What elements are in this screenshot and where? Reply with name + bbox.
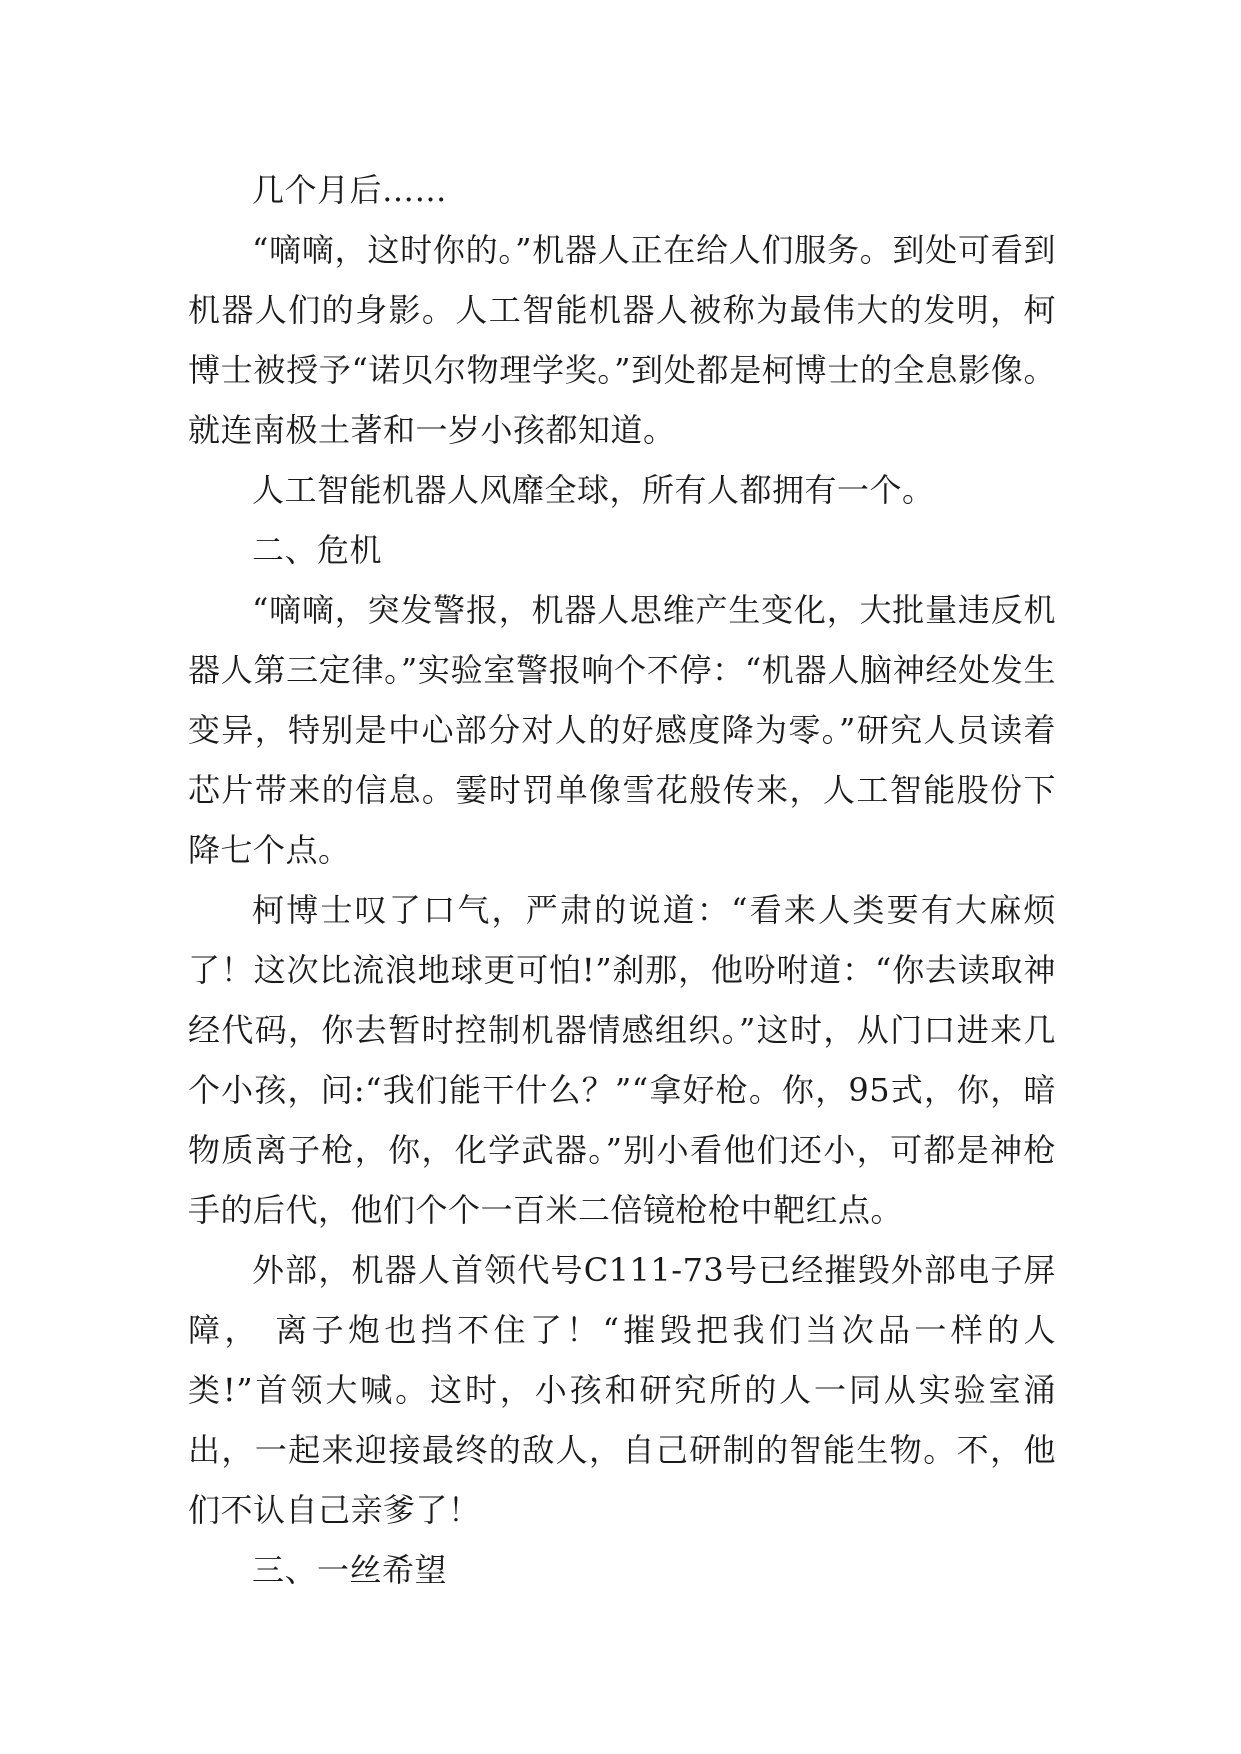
paragraph: 柯博士叹了口气，严肃的说道：“看来人类要有大麻烦了！这次比流浪地球更可怕!”刹那，他吩咐道：“你去读取神经代码，你去暂时控制机器情感组织。”这时，从门口进来几个小孩，问:“我们能干什么？”“拿好枪。你，95式，你，暗物质离子枪，你，化学武器。”别小看他们还小，可都是神枪手的后代，他们个个一百米二倍镜枪枪中靶红点。 xyxy=(188,891,1056,1229)
paragraph: 人工智能机器人风靡全球，所有人都拥有一个。 xyxy=(252,471,935,509)
paragraph: “嘀嘀，突发警报，机器人思维产生变化，大批量违反机器人第三定律。”实验室警报响个不停：“机器人脑神经处发生变异，特别是中心部分对人的好感度降为零。”研究人员读着芯片带来的信息。霎时罚单像雪花般传来，人工智能股份下降七个点。 xyxy=(188,591,1056,869)
paragraph: 外部，机器人首领代号C111-73号已经摧毁外部电子屏障， 离子炮也挡不住了！“摧毁把我们当次品一样的人类!”首领大喊。这时，小孩和研究所的人一同从实验室涌出，一起来迎接最终的敌人，自己研制的智能生物。不，他们不认自己亲爹了！ xyxy=(188,1251,1056,1529)
paragraph: “嘀嘀，这时你的。”机器人正在给人们服务。到处可看到机器人们的身影。人工智能机器人被称为最伟大的发明，柯博士被授予“诺贝尔物理学奖。”到处都是柯博士的全息影像。就连南极土著和一岁小孩都知道。 xyxy=(188,231,1056,449)
section-heading: 三、一丝希望 xyxy=(252,1551,448,1589)
document-body xyxy=(188,160,1056,1600)
paragraph: 几个月后…… xyxy=(252,171,448,209)
section-heading: 二、危机 xyxy=(252,531,383,569)
